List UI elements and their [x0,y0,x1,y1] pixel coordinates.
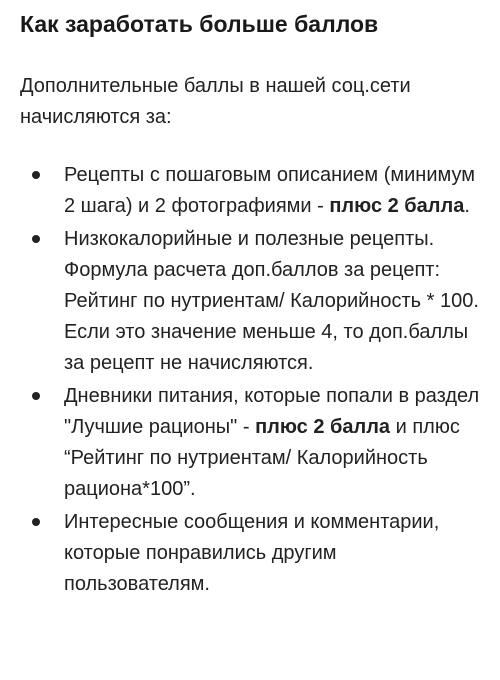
bullet-icon [32,392,40,400]
bonus-highlight: плюс 2 балла [255,416,391,438]
list-item [20,160,480,222]
list-item-text: Дневники питания, которые попали в раздел "Лучшие рационы" - [64,385,480,438]
list-item-text: Рецепты с пошаговым описанием (минимум 2 шага) и 2 фотографиями - [64,164,476,217]
bullet-icon [32,518,40,526]
page-title: Как заработать больше баллов [20,11,379,37]
list-item [20,224,480,379]
bonus-highlight: плюс 2 балла [329,195,465,217]
bullet-icon [32,171,40,179]
list-item-text: Интересные сообщения и комментарии, которые понравились другим пользователям. [64,511,440,595]
points-list [20,160,480,600]
intro-paragraph: Дополнительные баллы в нашей соц.сети начисляются за: [20,75,411,128]
list-item-text-end: . [464,195,470,217]
bullet-icon [32,235,40,243]
list-item [20,507,480,600]
list-item-text: Низкокалорийные и полезные рецепты. Формула расчета доп.баллов за рецепт: Рейтинг по нутриентам/ Калорийность * 100. Если это значение меньше 4, то доп.баллы за рецепт не начисляются. [64,228,479,374]
list-item-text-end: и плюс “Рейтинг по нутриентам/ Калорийность рациона*100”. [64,416,460,500]
list-item [20,381,480,505]
